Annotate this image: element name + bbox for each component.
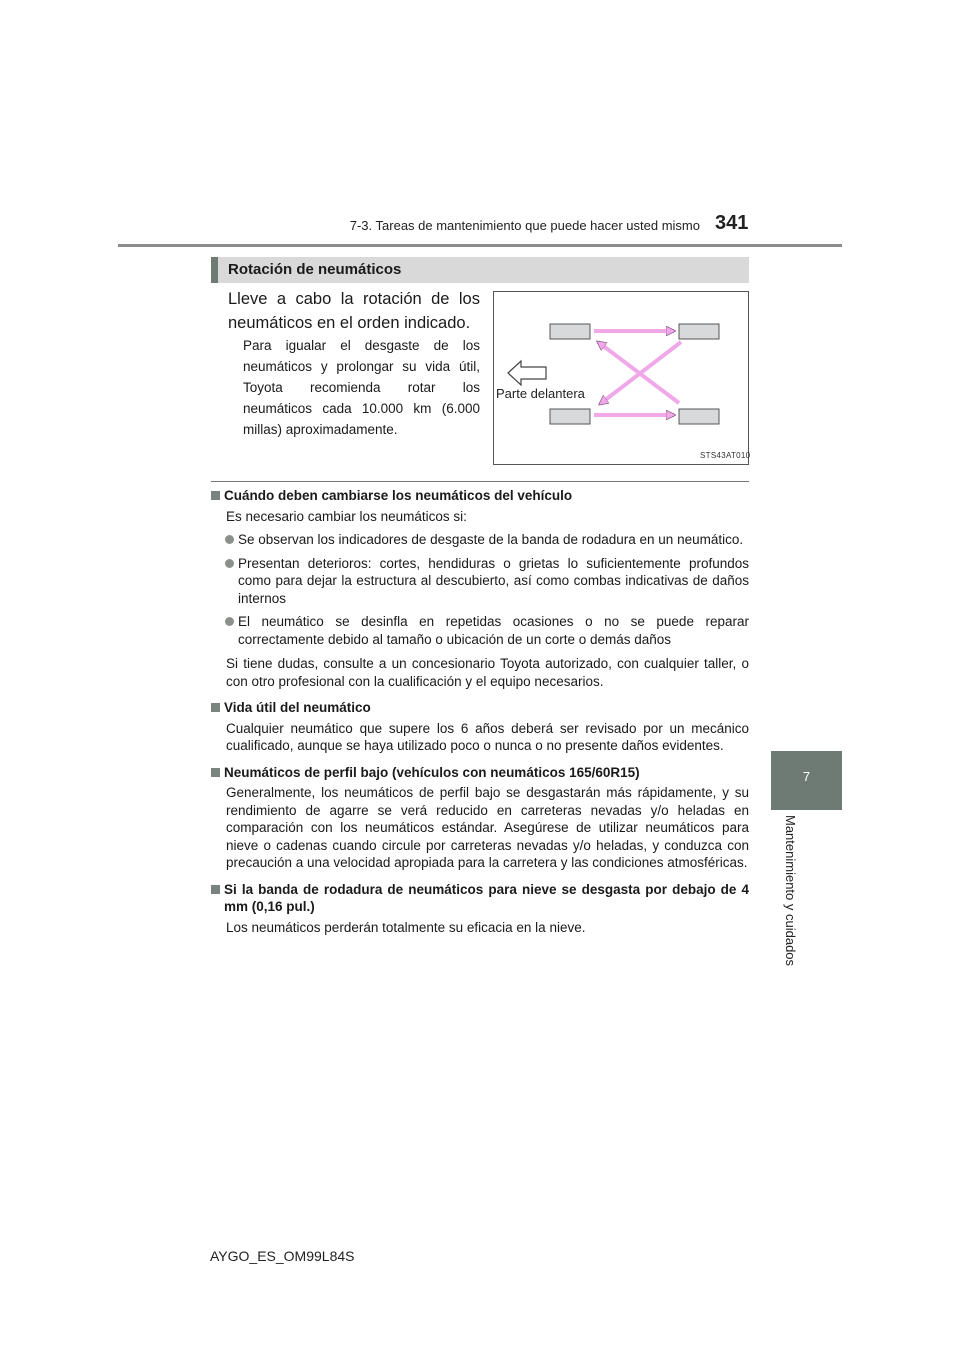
chapter-label-box	[771, 815, 811, 965]
chapter-number: 7	[802, 769, 811, 784]
footer-doc-code: AYGO_ES_OM99L84S	[210, 1248, 355, 1264]
bullet-item: Presentan deterioros: cortes, hendiduras o grietas lo suficientemente profundos como para dejar la estructura al descubierto, así como combas indicativas de daños internos	[211, 555, 749, 608]
subheading-when-to-replace: Cuándo deben cambiarse los neumáticos del vehículo	[211, 487, 749, 505]
tire-front-left	[550, 324, 590, 339]
subheading-snow-tire-wear: Si la banda de rodadura de neumáticos para nieve se desgasta por debajo de 4 mm (0,16 pul.)	[211, 881, 749, 916]
lead-note: Para igualar el desgaste de los neumáticos y prolongar su vida útil, Toyota recomienda rotar los neumáticos cada 10.000 km (6.000 millas) aproximadamente.	[243, 338, 480, 437]
page-number: 341	[715, 212, 749, 234]
section-title: Rotación de neumáticos	[228, 261, 402, 278]
body-content	[211, 487, 749, 936]
paragraph: Generalmente, los neumáticos de perfil bajo se desgastarán más rápidamente, y su rendimiento de agarre se verá reducido en carreteras nevadas y/o heladas en comparación con los neumáticos estándar. Asegúrese de utilizar neumáticos para nieve o cadenas cuando circule por carreteras nevadas y/o heladas, y conduzca con precaución a una velocidad apropiada para la carretera y las condiciones atmosféricas.	[226, 785, 749, 870]
bullet-item: El neumático se desinfla en repetidas ocasiones o no se puede reparar correctamente debido al tamaño o ubicación de un corte o demás daños	[211, 613, 749, 648]
chapter-label: Mantenimiento y cuidados	[783, 815, 798, 967]
chapter-tab	[771, 751, 842, 810]
tire-rotation-figure	[493, 291, 749, 465]
tire-front-right	[679, 324, 719, 339]
section-divider	[211, 481, 749, 482]
paragraph: Cualquier neumático que supere los 6 años deberá ser revisado por un mecánico cualificado, aunque se haya utilizado poco o nunca o no presente daños evidentes.	[226, 720, 749, 753]
subheading-tire-life: Vida útil del neumático	[211, 699, 749, 717]
running-header-section: 7-3. Tareas de mantenimiento que puede hacer usted mismo	[349, 218, 700, 233]
section-title-bar	[211, 257, 749, 283]
figure-label-front: Parte delantera	[496, 386, 585, 401]
paragraph: Los neumáticos perderán totalmente su eficacia en la nieve.	[226, 919, 586, 935]
paragraph: Es necesario cambiar los neumáticos si:	[226, 508, 467, 524]
tire-rear-left	[550, 409, 590, 424]
lead-paragraph: Lleve a cabo la rotación de los neumáticos en el orden indicado.	[228, 290, 480, 332]
tire-rotation-diagram	[494, 292, 751, 464]
figure-code: STS43AT010	[700, 451, 751, 460]
paragraph: Si tiene dudas, consulte a un concesionario Toyota autorizado, con cualquier taller, o con otro profesional con la cualificación y el equipo necesarios.	[226, 656, 749, 689]
header-rule	[118, 244, 842, 247]
front-direction-arrow-icon	[508, 361, 546, 385]
tire-rear-right	[679, 409, 719, 424]
bullet-item: Se observan los indicadores de desgaste de la banda de rodadura en un neumático.	[211, 531, 749, 549]
subheading-low-profile-tires: Neumáticos de perfil bajo (vehículos con neumáticos 165/60R15)	[211, 764, 749, 782]
